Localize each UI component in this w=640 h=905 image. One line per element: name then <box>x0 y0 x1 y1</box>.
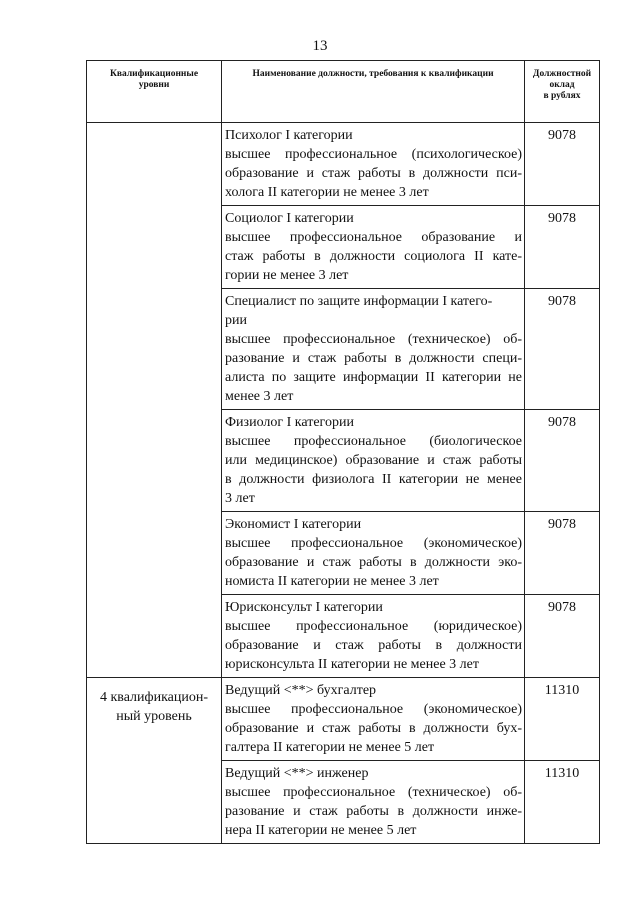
position-requirement-line: в должности физиолога II категории не менее <box>225 472 522 487</box>
position-requirement-line: рии <box>225 313 247 328</box>
position-cell <box>222 206 525 289</box>
position-requirement-line: образование и стаж работы в должности <box>225 638 522 653</box>
header-position-requirements <box>222 61 525 123</box>
salary-cell: 11310 <box>525 761 600 844</box>
header-text: уровни <box>138 80 170 90</box>
qualification-level-cell <box>87 678 222 844</box>
table-row <box>87 678 600 761</box>
position-requirement-line: разование и стаж работы в должности специ- <box>225 351 522 366</box>
salary-cell: 9078 <box>525 123 600 206</box>
position-title: Специалист по защите информации I катего- <box>225 294 493 309</box>
position-cell <box>222 761 525 844</box>
position-requirement-line: юрисконсульта II категории не менее 3 лет <box>225 657 479 672</box>
position-requirement-line: 3 лет <box>225 491 255 506</box>
table-header-row <box>87 61 600 123</box>
position-requirement-line: высшее профессиональное образование и <box>225 230 522 245</box>
header-text: в рублях <box>543 91 581 101</box>
position-requirement-line: образование и стаж работы в должности пси- <box>225 166 522 181</box>
position-title: Физиолог I категории <box>225 415 354 430</box>
position-cell <box>222 678 525 761</box>
position-title: Ведущий <**> инженер <box>225 766 369 781</box>
header-text: Квалификационные <box>109 69 199 79</box>
salary-cell: 9078 <box>525 410 600 512</box>
position-cell <box>222 123 525 206</box>
qualification-level-cell <box>87 123 222 678</box>
position-title: Ведущий <**> бухгалтер <box>225 683 377 698</box>
salary-cell: 11310 <box>525 678 600 761</box>
header-text: Наименование должности, требования к квалификации <box>252 69 494 79</box>
position-requirement-line: галтера II категории не менее 5 лет <box>225 740 435 755</box>
position-requirement-line: высшее профессиональное (экономическое) <box>225 536 522 551</box>
qualification-level-text: ный уровень <box>116 709 192 724</box>
position-requirement-line: высшее профессиональное (биологическое <box>225 434 522 449</box>
position-requirement-line: образование и стаж работы в должности эко- <box>225 555 522 570</box>
table-body <box>87 123 600 844</box>
page-number: 13 <box>312 38 328 54</box>
position-requirement-line: гории не менее 3 лет <box>225 268 349 283</box>
table-row <box>87 123 600 206</box>
header-salary <box>525 61 600 123</box>
position-requirement-line: высшее профессиональное (психологическое) <box>225 147 522 162</box>
qualification-level-text: 4 квалификацион- <box>99 690 209 705</box>
position-title: Экономист I категории <box>225 517 362 532</box>
position-title: Психолог I категории <box>225 128 353 143</box>
position-requirement-line: номиста II категории не менее 3 лет <box>225 574 439 589</box>
salary-cell: 9078 <box>525 595 600 678</box>
position-cell <box>222 410 525 512</box>
position-requirement-line: холога II категории не менее 3 лет <box>225 185 429 200</box>
header-text: Должностной <box>532 69 592 79</box>
position-requirement-line: стаж работы в должности социолога II кате- <box>225 249 522 264</box>
position-title: Юрисконсульт I категории <box>225 600 383 615</box>
position-requirement-line: алиста по защите информации II категории не <box>225 370 522 385</box>
position-title: Социолог I категории <box>225 211 354 226</box>
position-requirement-line: высшее профессиональное (техническое) об- <box>225 332 522 347</box>
position-requirement-line: менее 3 лет <box>225 389 294 404</box>
position-requirement-line: нера II категории не менее 5 лет <box>225 823 417 838</box>
header-qualification-levels <box>87 61 222 123</box>
position-cell <box>222 595 525 678</box>
header-text: оклад <box>549 80 575 90</box>
position-requirement-line: разование и стаж работы в должности инже- <box>225 804 522 819</box>
position-requirement-line: высшее профессиональное (экономическое) <box>225 702 522 717</box>
salary-cell: 9078 <box>525 206 600 289</box>
position-cell <box>222 512 525 595</box>
position-requirement-line: высшее профессиональное (техническое) об- <box>225 785 522 800</box>
position-requirement-line: или медицинское) образование и стаж работы <box>225 453 522 468</box>
salary-cell: 9078 <box>525 289 600 410</box>
position-requirement-line: высшее профессиональное (юридическое) <box>225 619 522 634</box>
salary-cell: 9078 <box>525 512 600 595</box>
position-requirement-line: образование и стаж работы в должности бух- <box>225 721 522 736</box>
qualification-table <box>86 60 600 844</box>
position-cell <box>222 289 525 410</box>
